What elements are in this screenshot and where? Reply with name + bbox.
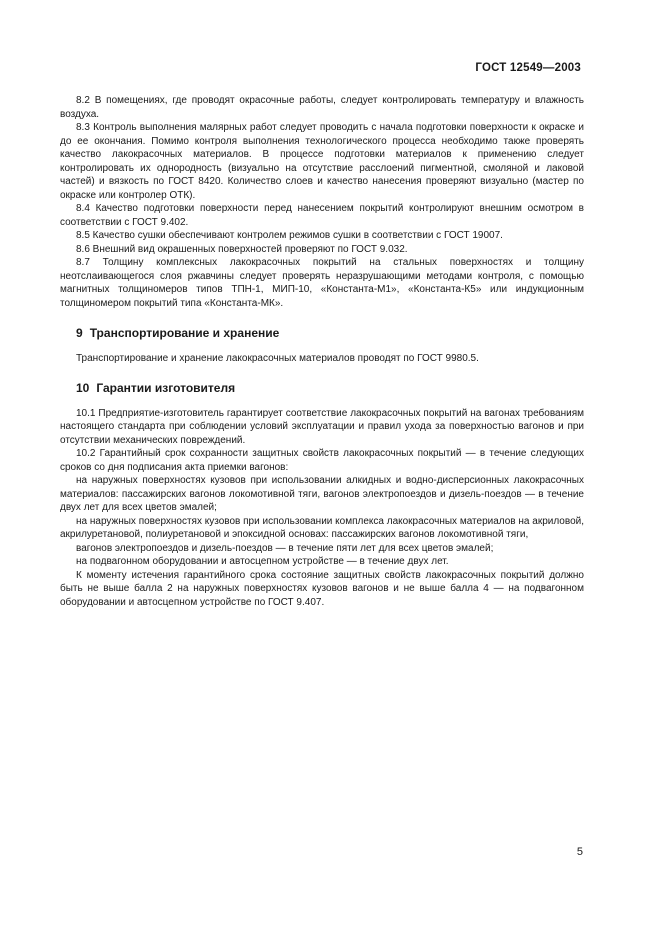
clause-8-6: 8.6 Внешний вид окрашенных поверхностей проверяют по ГОСТ 9.032.	[76, 243, 408, 255]
page-number: 5	[576, 846, 583, 858]
clause-8-3: 8.3 Контроль выполнения малярных работ следует проводить с начала подготовки поверхности к окраске и до ее окончания. Помимо контроля выполнения технологического процесса необходимо также проверять качество лакокрасочных материалов. В процессе подготовки материалов к применению следует контролировать их однородность (визуально на отсутствие расслоений пигментной, смоляной и лаковой частей) и вязкость по ГОСТ 8420. Количество слоев и качество нанесения проверяют визуально (мастер по окраске или контролер ОТК).	[60, 122, 584, 201]
section-9-number: 9	[76, 326, 83, 340]
clause-10-2-closing: К моменту истечения гарантийного срока состояние защитных свойств лакокрасочных покрытий должно быть не выше балла 2 на наружных поверхностях кузовов вагонов и не выше балла 4 — на подвагонном оборудовании и автосцепном устройстве по ГОСТ 9.407.	[60, 569, 584, 608]
clause-10-2-item-2: на наружных поверхностях кузовов при использовании комплекса лакокрасочных материалов на акриловой, акрилуретановой, полиуретановой и эпоксидной основах: пассажирских вагонов локомотивной тяги,	[60, 515, 584, 540]
clause-8-2: 8.2 В помещениях, где проводят окрасочные работы, следует контролировать температуру и влажность воздуха.	[60, 95, 584, 120]
clause-10-1: 10.1 Предприятие-изготовитель гарантирует соответствие лакокрасочных покрытий на вагонах требованиям настоящего стандарта при соблюдении условий эксплуатации и правил ухода за поверхностью вагонов и при отсутствии механических повреждений.	[60, 407, 584, 446]
section-10-heading	[76, 381, 584, 395]
clause-10-2: 10.2 Гарантийный срок сохранности защитных свойств лакокрасочных покрытий — в течение следующих сроков со дня подписания акта приемки вагонов:	[60, 448, 584, 473]
clause-8-4: 8.4 Качество подготовки поверхности перед нанесением покрытий контролируют внешним осмотром в соответствии с ГОСТ 9.402.	[60, 203, 584, 228]
clause-10-2-item-4: на подвагонном оборудовании и автосцепном устройстве — в течение двух лет.	[76, 556, 449, 567]
page-content	[60, 94, 584, 609]
section-9-text: Транспортирование и хранение лакокрасочных материалов проводят по ГОСТ 9980.5.	[76, 353, 479, 364]
section-9-title: Транспортирование и хранение	[89, 326, 280, 340]
clause-10-2-item-3: вагонов электропоездов и дизель-поездов — в течение пяти лет для всех цветов эмалей;	[76, 542, 494, 554]
section-9-heading	[76, 326, 584, 340]
clause-8-7: 8.7 Толщину комплексных лакокрасочных покрытий на стальных поверхностях и толщину неотслаивающегося слоя ржавчины следует проверять неразрушающими методами контроля, с помощью магнитных толщиномеров типов ТПН-1, МИП-10, «Константа-М1», «Константа-К5» или индукционным толщиномером покрытий типа «Константа-МК».	[60, 257, 584, 309]
section-10-number: 10	[76, 380, 90, 395]
clause-10-2-item-1: на наружных поверхностях кузовов при использовании алкидных и водно-дисперсионных лакокрасочных материалов: пассажирских вагонов локомотивной тяги, вагонов электропоездов и дизель-поездов — в течение двух лет для всех цветов эмалей;	[60, 475, 584, 513]
document-code: ГОСТ 12549—2003	[475, 62, 581, 74]
clause-8-5: 8.5 Качество сушки обеспечивают контролем режимов сушки в соответствии с ГОСТ 19007.	[76, 230, 503, 241]
section-10-title: Гарантии изготовителя	[96, 380, 236, 395]
